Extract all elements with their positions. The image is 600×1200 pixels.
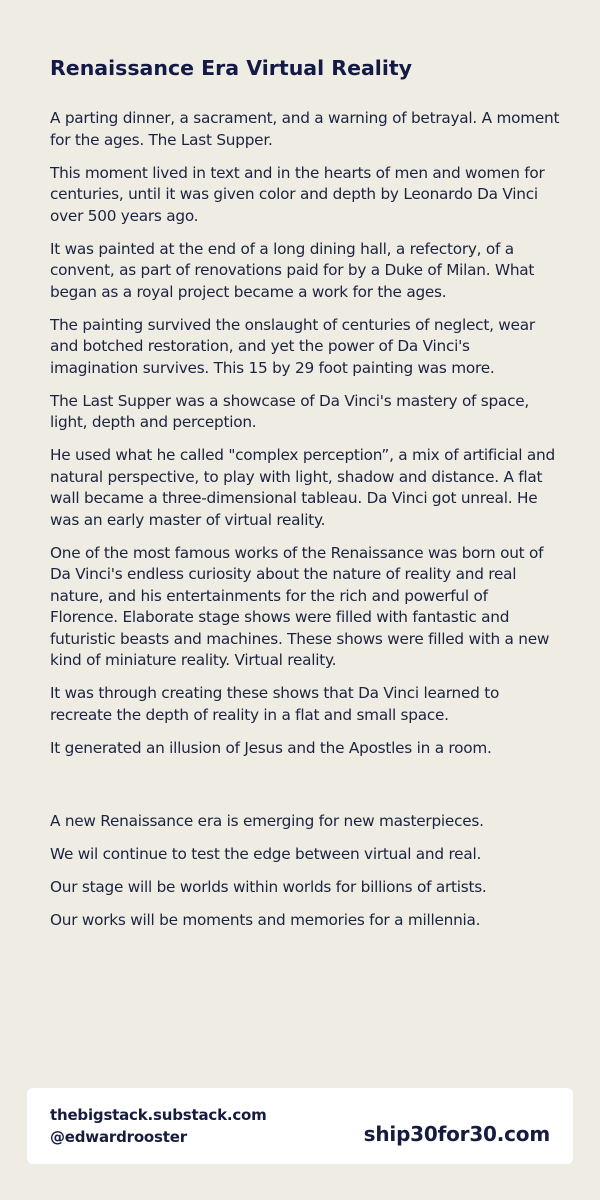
substack-link[interactable]: thebigstack.substack.com	[50, 1106, 267, 1124]
paragraph: The Last Supper was a showcase of Da Vinci's mastery of space, light, depth and perception.	[50, 391, 530, 431]
closing-line: We wil continue to test the edge between virtual and real.	[50, 844, 482, 863]
site-link[interactable]: ship30for30.com	[363, 1122, 550, 1146]
author-info	[50, 1104, 267, 1148]
paragraph: A parting dinner, a sacrament, and a warning of betrayal. A moment for the ages. The Last Supper.	[50, 109, 560, 149]
paragraph: It was through creating these shows that Da Vinci learned to recreate the depth of reality in a flat and small space.	[50, 684, 500, 724]
closing-line: Our stage will be worlds within worlds for billions of artists.	[50, 877, 487, 896]
article-title: Renaissance Era Virtual Reality	[50, 56, 413, 80]
paragraph: This moment lived in text and in the hearts of men and women for centuries, until it was given color and depth by Leonardo Da Vinci over 500 years ago.	[50, 163, 545, 225]
article	[50, 56, 560, 943]
closing-line: A new Renaissance era is emerging for new masterpieces.	[50, 811, 484, 830]
closing-line: Our works will be moments and memories for a millennia.	[50, 910, 481, 929]
footer-card	[27, 1088, 573, 1164]
paragraph: One of the most famous works of the Renaissance was born out of Da Vinci's endless curiosity about the nature of reality and real nature, and his entertainments for the rich and powerful of Florence. Elaborate stage shows were filled with fantastic and futuristic beasts and machines. These shows were filled with a new kind of miniature reality. Virtual reality.	[50, 543, 550, 669]
paragraph: The painting survived the onslaught of centuries of neglect, wear and botched restoration, and yet the power of Da Vinci's imagination survives. This 15 by 29 foot painting was more.	[50, 315, 535, 377]
paragraph: It was painted at the end of a long dining hall, a refectory, of a convent, as part of renovations paid for by a Duke of Milan. What began as a royal project became a work for the ages.	[50, 239, 535, 301]
paragraph: He used what he called "complex perception”, a mix of artificial and natural perspective, to play with light, shadow and distance. A flat wall became a three-dimensional tableau. Da Vinci got unreal. He was an early master of virtual reality.	[50, 446, 555, 529]
paragraph: It generated an illusion of Jesus and the Apostles in a room.	[50, 738, 492, 757]
author-handle[interactable]: @edwardrooster	[50, 1128, 187, 1146]
section-spacer	[50, 771, 560, 811]
